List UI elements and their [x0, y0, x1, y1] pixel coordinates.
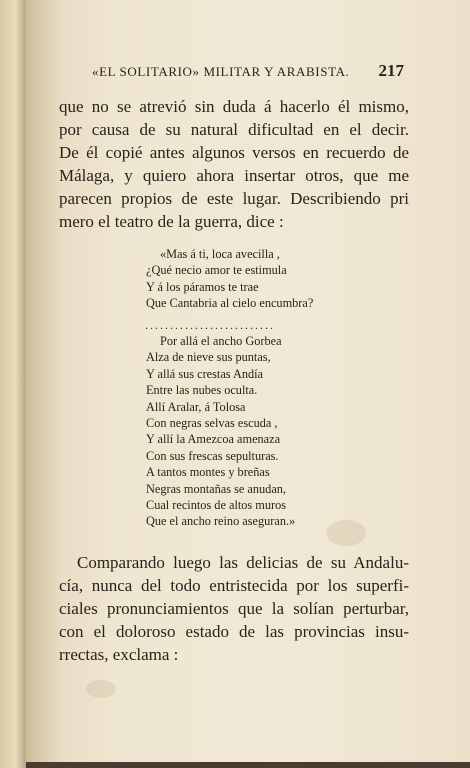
verse-line: Y allí la Amezcoa amenaza [146, 432, 281, 447]
book-page [26, 0, 470, 768]
verse-line: Cual recintos de altos muros [146, 497, 287, 512]
text-line: De él copié antes algunos versos en recuerdo de [59, 143, 409, 162]
text-line: Comparando luego las delicias de su Andalu- [77, 553, 409, 572]
paragraph-2 [59, 551, 409, 666]
page-bottom-shadow [26, 762, 470, 768]
poem-stanza-2 [146, 333, 295, 530]
verse-line: Que Cantabria al cielo encumbra? [146, 296, 314, 311]
running-header [92, 61, 404, 80]
verse-line: Entre las nubes oculta. [146, 383, 258, 398]
verse-line: Alza de nieve sus puntas, [146, 350, 271, 365]
verse-line: Allí Aralar, á Tolosa [146, 399, 246, 414]
verse-line: ¿Qué necio amor te estimula [146, 263, 287, 278]
poem-stanza-1 [146, 246, 313, 312]
verse-line: Por allá el ancho Gorbea [160, 334, 282, 348]
verse-line: «Mas á ti, loca avecilla , [160, 247, 280, 261]
text-line: que no se atrevió sin duda á hacerlo él mismo, [59, 97, 409, 116]
paragraph-1 [59, 95, 409, 233]
text-line: Málaga, y quiero ahora insertar otros, que me [59, 166, 409, 185]
text-line: con el doloroso estado de las provincias insu- [59, 622, 409, 641]
verse-line: Y allá sus crestas Andía [146, 366, 264, 381]
verse-line: Y á los páramos te trae [146, 279, 259, 294]
paper-stain [326, 520, 366, 546]
verse-line: A tantos montes y breñas [146, 465, 270, 480]
adjacent-page-edge [0, 0, 26, 768]
paper-stain [86, 680, 116, 698]
text-line: mero el teatro de la guerra, dice : [59, 212, 284, 231]
verse-line: Negras montañas se anudan, [146, 481, 287, 496]
text-line: cía, nunca del todo entristecida por los superfi- [59, 576, 409, 595]
text-line: rrectas, exclama : [59, 645, 179, 664]
running-title: «EL SOLITARIO» MILITAR Y ARABISTA. [92, 64, 350, 79]
text-line: parecen propios de este lugar. Describiendo pri [59, 189, 409, 208]
text-line: por causa de su natural dificultad en el decir. [59, 120, 409, 139]
verse-line: Con negras selvas escuda , [146, 415, 278, 430]
page-number: 217 [378, 61, 404, 80]
ellipsis-line: .......................... [145, 318, 275, 332]
text-line: ciales pronunciamientos que la solían perturbar, [59, 599, 409, 618]
verse-line: Que el ancho reino aseguran.» [146, 514, 296, 529]
verse-line: Con sus frescas sepulturas. [146, 448, 279, 463]
